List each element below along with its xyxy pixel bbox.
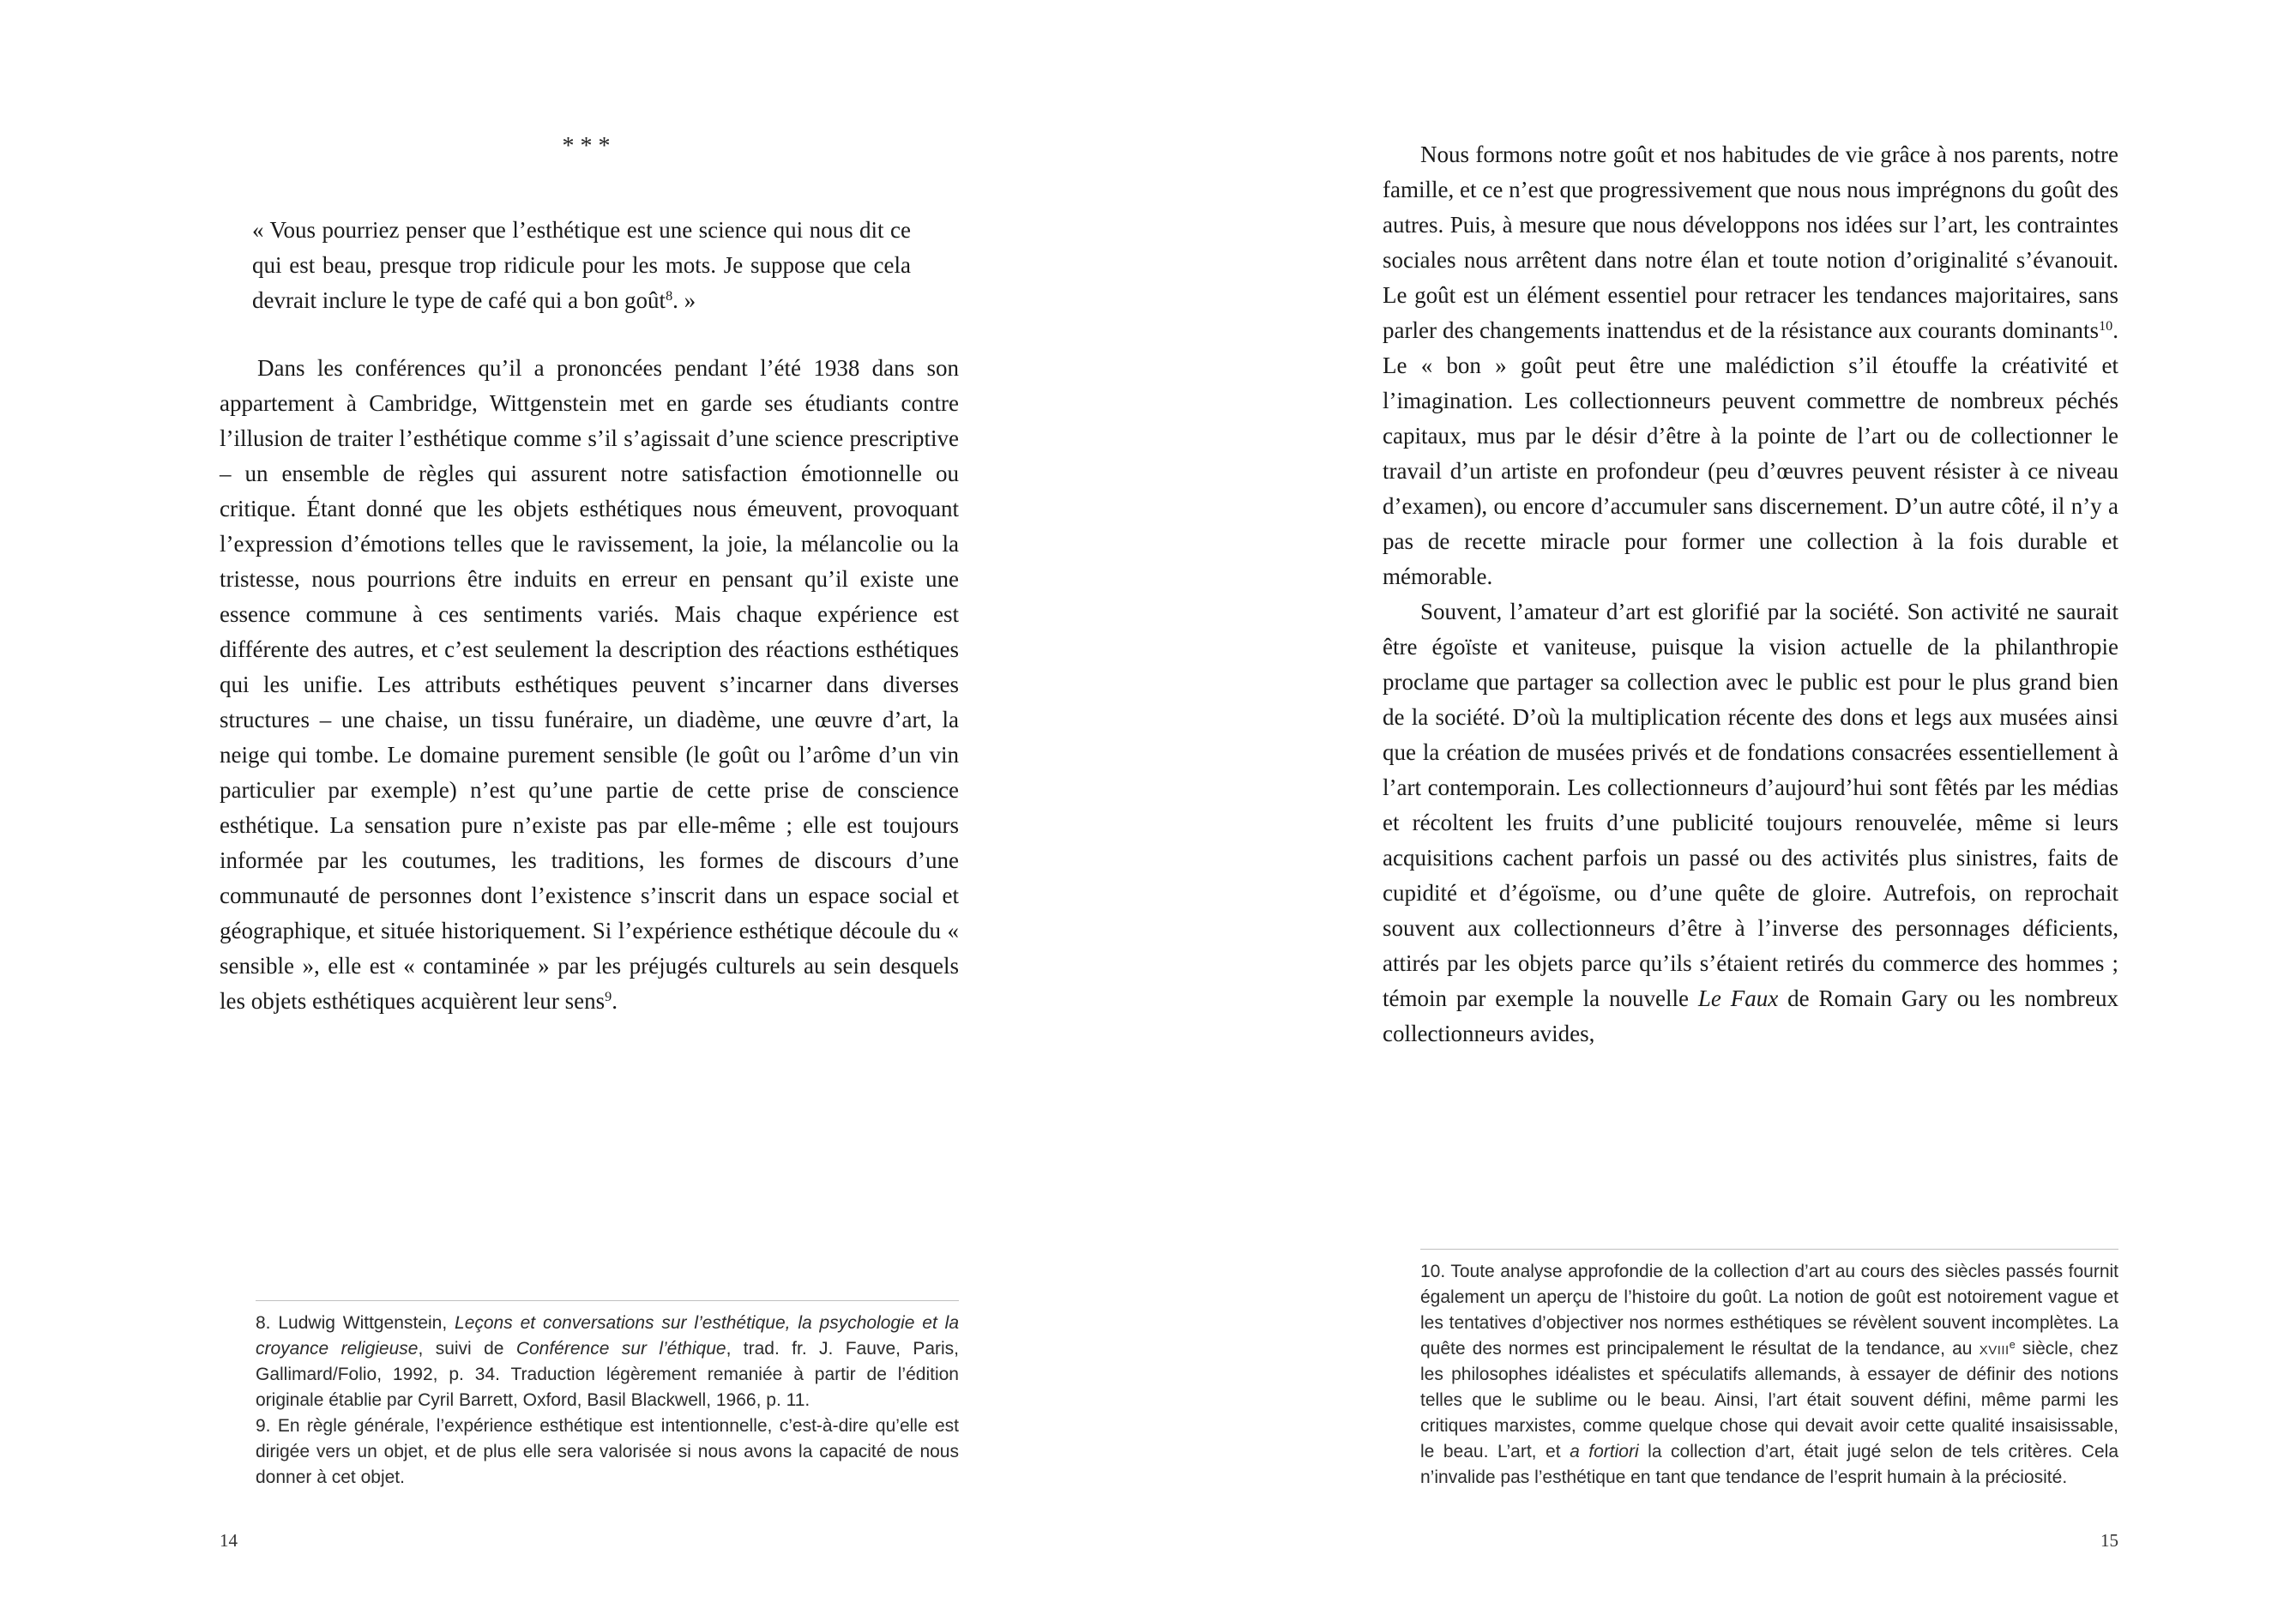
footnote-10: 10. Toute analyse approfondie de la collection d’art au cours des siècles passés fournit également un aperçu de l’histoire du goût. La notion de goût est notoirement vague et les tentatives d’objectiver nos normes esthétiques se révèlent souvent incomplètes. La quête des normes est principalement le résultat de la tendance, au xviii$^e$ siècle, chez les philosophes idéalistes et spéculatifs allemands, à essayer de définir des notions telles que le sublime ou le beau. Ainsi, l’art était souvent défini, même parmi les critiques marxistes, comme quelque chose qui devait avoir cette qualité insaisissable, le beau. L’art, et a fortiori la collection d’art, était jugé selon de tels critères. Cela n’invalide pas l’esthétique en tant que tendance de l’esprit humain à la préciosité. [1420, 1262, 2119, 1487]
footnotes-right [1420, 1249, 2118, 1491]
footnote-reference: 9 [605, 989, 612, 1005]
italic-text: Le Faux [1697, 985, 1779, 1011]
footnote-8: 8. Ludwig Wittgenstein, Leçons et conversations sur l’esthétique, la psychologie et la croyance religieuse, suivi de Conférence sur l’éthique, trad. fr. J. Fauve, Paris, Gallimard/Folio, 1992, p. 34. Traduction légèrement remaniée à partir de l’édition originale établie par Cyril Barrett, Oxford, Basil Blackwell, 1966, p. 11. [256, 1313, 960, 1410]
page-left [220, 0, 959, 1621]
body-paragraph: Nous formons notre goût et nos habitudes de vie grâce à nos parents, notre famille, et ce n’est que progressivement que nous nous imprégnons du goût des autres. Puis, à mesure que nous développons nos idées sur l’art, les contraintes sociales nous arrêtent dans notre élan et toute notion d’originalité s’évanouit. Le goût est un élément essentiel pour retracer les tendances majoritaires, sans parler des changements inattendus et de la résistance aux courants dominants$^{10}$. Le « bon » goût peut être une malédiction s’il étouffe la créativité et l’imagination. Les collectionneurs peuvent commettre de nombreux péchés capitaux, mus par le désir d’être à la pointe de l’art ou de collectionner le travail d’un artiste en profondeur (peu d’œuvres peuvent résister à ce niveau d’examen), ou encore d’accumuler sans discernement. D’un autre côté, il n’y a pas de recette miracle pour former une collection à la fois durable et mémorable. [1383, 142, 2118, 589]
body-paragraph: Dans les conférences qu’il a prononcées pendant l’été 1938 dans son appartement à Cambridge, Wittgenstein met en garde ses étudiants contre l’illusion de traiter l’esthétique comme s’il s’agissait d’une science prescriptive – un ensemble de règles qui assurent notre satisfaction émotionnelle ou critique. Étant donné que les objets esthétiques nous émeuvent, provoquant l’expression d’émotions telles que le ravissement, la joie, la mélancolie ou la tristesse, nous pourrions être induits en erreur en pensant qu’il existe une essence commune à ces sentiments variés. Mais chaque expérience est différente des autres, et c’est seulement la description des réactions esthétiques qui les unifie. Les attributs esthétiques peuvent s’incarner dans diverses structures – une chaise, un tissu funéraire, un diadème, une œuvre d’art, la neige qui tombe. Le domaine purement sensible (le goût ou l’arôme d’un vin particulier par exemple) n’est qu’une partie de cette prise de conscience esthétique. La sensation pure n’existe pas par elle-même ; elle est toujours informée par les coutumes, les traditions, les formes de discours d’une communauté de personnes dont l’existence s’inscrit dans un espace social et géographique, et située historiquement. Si l’expérience esthétique découle du « sensible », elle est « contaminée » par les préjugés culturels au sein desquels les objets esthétiques acquièrent leur sens$^9$. [220, 355, 959, 1014]
epigraph-quote: « Vous pourriez penser que l’esthétique est une science qui nous dit ce qui est beau, presque trop ridicule pour les mots. Je suppose que cela devrait inclure le type de café qui a bon goût$^8$. » [252, 217, 911, 313]
footnotes-left [256, 1300, 959, 1491]
page-number-left: 14 [220, 1530, 238, 1551]
footnote-reference: 10 [2099, 318, 2113, 334]
section-break-ornament: *** [562, 133, 617, 160]
small-caps-numeral: xviii [1979, 1339, 2010, 1359]
italic-text: Conférence sur l’éthique [515, 1339, 726, 1359]
body-paragraph: Souvent, l’amateur d’art est glorifié par la société. Son activité ne saurait être égoïste et vaniteuse, puisque la vision actuelle de la philanthropie proclame que partager sa collection avec le public est pour le plus grand bien de la société. D’où la multiplication récente des dons et legs aux musées ainsi que la création de musées privés et de fondations consacrées essentiellement à l’art contemporain. Les collectionneurs d’aujourd’hui sont fêtés par les médias et récoltent les fruits d’une publicité toujours renouvelée, même si leurs acquisitions cachent parfois un passé ou des activités plus sinistres, faits de cupidité et d’égoïsme, ou d’une quête de gloire. Autrefois, on reprochait souvent aux collectionneurs d’être à l’inverse des personnages déficients, attirés par les objets parce qu’ils s’étaient retirés du commerce des hommes ; témoin par exemple la nouvelle Le Faux de Romain Gary ou les nombreux collectionneurs avides, [1383, 599, 2118, 1046]
italic-text: Leçons et conversations sur l’esthétique, la psychologie et la croyance religieuse [256, 1313, 959, 1359]
page-right [1383, 0, 2118, 1621]
footnote-9: 9. En règle générale, l’expérience esthétique est intentionnelle, c’est-à-dire qu’elle est dirigée vers un objet, et de plus elle sera valorisée si nous avons la capacité de nous donner à cet objet. [256, 1416, 959, 1487]
footnote-reference: e [2009, 1339, 2016, 1352]
footnote-reference: 8 [666, 288, 673, 304]
italic-text: a fortiori [1570, 1442, 1639, 1461]
page-number-right: 15 [2100, 1530, 2118, 1551]
